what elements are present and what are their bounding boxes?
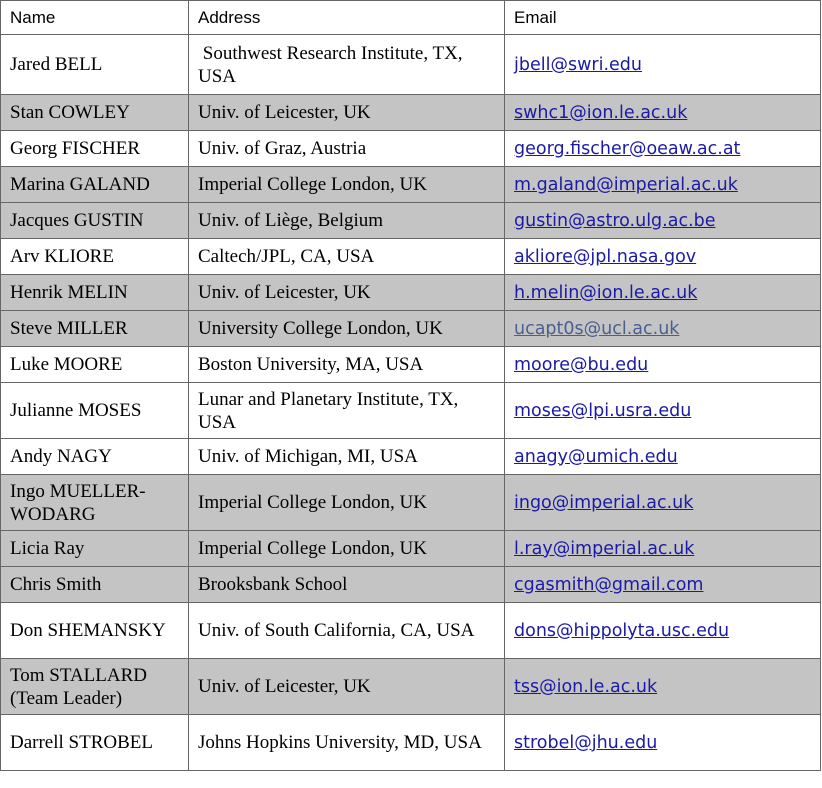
member-email-cell [505,531,821,567]
member-name: Luke MOORE [1,347,189,383]
member-address: Brooksbank School [189,567,505,603]
email-link[interactable]: l.ray@imperial.ac.uk [514,538,695,559]
email-link[interactable]: moore@bu.edu [514,354,649,375]
table-row [1,167,821,203]
table-row [1,715,821,771]
member-name: Henrik MELIN [1,275,189,311]
email-link[interactable]: moses@lpi.usra.edu [514,400,692,421]
table-row [1,659,821,715]
email-link[interactable]: dons@hippolyta.usc.edu [514,620,730,641]
table-row [1,383,821,439]
table-row [1,603,821,659]
table-row [1,275,821,311]
member-address: Caltech/JPL, CA, USA [189,239,505,275]
member-address: Southwest Research Institute, TX, USA [189,35,505,95]
member-address: Univ. of South California, CA, USA [189,603,505,659]
email-link[interactable]: gustin@astro.ulg.ac.be [514,210,716,231]
table-header-row [1,1,821,35]
header-address: Address [189,1,505,35]
member-email-cell [505,95,821,131]
member-address: Univ. of Leicester, UK [189,95,505,131]
table-row [1,131,821,167]
member-name: Julianne MOSES [1,383,189,439]
table-row [1,203,821,239]
member-name: Marina GALAND [1,167,189,203]
member-email-cell [505,475,821,531]
member-name: Don SHEMANSKY [1,603,189,659]
member-name: Arv KLIORE [1,239,189,275]
table-row [1,567,821,603]
member-name: Georg FISCHER [1,131,189,167]
member-email-cell [505,131,821,167]
email-link[interactable]: jbell@swri.edu [514,54,642,75]
email-link[interactable]: swhc1@ion.le.ac.uk [514,102,688,123]
table-row [1,531,821,567]
member-address: Lunar and Planetary Institute, TX, USA [189,383,505,439]
member-name: Chris Smith [1,567,189,603]
email-link[interactable]: m.galand@imperial.ac.uk [514,174,738,195]
member-email-cell [505,203,821,239]
member-name: Stan COWLEY [1,95,189,131]
member-address: Univ. of Leicester, UK [189,275,505,311]
email-link[interactable]: h.melin@ion.le.ac.uk [514,282,698,303]
member-address: Univ. of Michigan, MI, USA [189,439,505,475]
member-email-cell [505,167,821,203]
member-address: Johns Hopkins University, MD, USA [189,715,505,771]
member-email-cell [505,35,821,95]
member-name: Andy NAGY [1,439,189,475]
email-link[interactable]: ucapt0s@ucl.ac.uk [514,318,680,339]
header-email: Email [505,1,821,35]
member-name: Steve MILLER [1,311,189,347]
email-link[interactable]: strobel@jhu.edu [514,732,658,753]
member-name: Jared BELL [1,35,189,95]
table-row [1,439,821,475]
member-email-cell [505,439,821,475]
table-row [1,35,821,95]
member-name: Ingo MUELLER-WODARG [1,475,189,531]
member-email-cell [505,383,821,439]
header-name: Name [1,1,189,35]
member-email-cell [505,311,821,347]
email-link[interactable]: tss@ion.le.ac.uk [514,676,658,697]
member-name: Tom STALLARD (Team Leader) [1,659,189,715]
table-row [1,347,821,383]
member-name: Darrell STROBEL [1,715,189,771]
email-link[interactable]: georg.fischer@oeaw.ac.at [514,138,741,159]
table-body [1,1,821,771]
member-address: Univ. of Graz, Austria [189,131,505,167]
table-row [1,475,821,531]
member-address: Univ. of Leicester, UK [189,659,505,715]
member-address: Imperial College London, UK [189,167,505,203]
member-email-cell [505,715,821,771]
member-address: Boston University, MA, USA [189,347,505,383]
member-email-cell [505,603,821,659]
member-address: Imperial College London, UK [189,531,505,567]
member-email-cell [505,347,821,383]
email-link[interactable]: cgasmith@gmail.com [514,574,704,595]
member-name: Licia Ray [1,531,189,567]
email-link[interactable]: akliore@jpl.nasa.gov [514,246,697,267]
table-row [1,311,821,347]
member-address: University College London, UK [189,311,505,347]
table-row [1,239,821,275]
email-link[interactable]: anagy@umich.edu [514,446,678,467]
member-email-cell [505,567,821,603]
member-address: Imperial College London, UK [189,475,505,531]
member-email-cell [505,239,821,275]
member-email-cell [505,659,821,715]
email-link[interactable]: ingo@imperial.ac.uk [514,492,694,513]
table-row [1,95,821,131]
member-name: Jacques GUSTIN [1,203,189,239]
member-email-cell [505,275,821,311]
member-address: Univ. of Liège, Belgium [189,203,505,239]
